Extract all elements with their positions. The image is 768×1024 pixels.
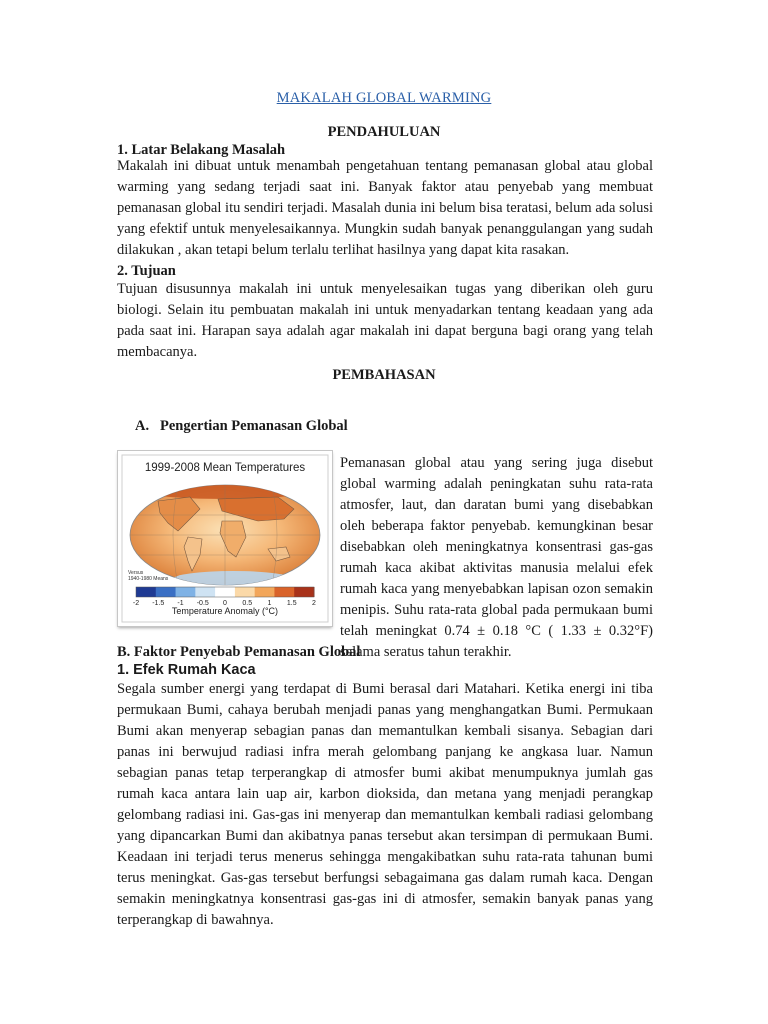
colorbar-segment: [294, 587, 314, 597]
colorbar-segment: [136, 587, 156, 597]
colorbar-tick-label: -0.5: [196, 600, 209, 607]
colorbar-segment: [255, 587, 275, 597]
colorbar-segment: [156, 587, 176, 597]
temperature-map-svg: [118, 451, 332, 626]
tujuan-heading: 2. Tujuan: [117, 263, 176, 279]
colorbar-tick-label: 1.5: [286, 600, 297, 607]
temperature-colorbar: [136, 587, 315, 597]
colorbar-axis-label: Temperature Anomaly (°C): [171, 606, 279, 616]
colorbar-tick-label: 1: [267, 600, 272, 607]
colorbar-tick-label: -1.5: [152, 600, 165, 607]
latar-belakang-paragraph: Makalah ini dibuat untuk menambah pengetahuan tentang pemanasan global atau global warming yang sedang terjadi saat ini. Banyak faktor atau penyebab yang membuat pemanasan global itu sendiri terjadi. Masalah dunia ini belum bisa teratasi, belum ada solusi yang efektif untuk menyelesaikannya. Mungkin sudah banyak penanggulangan yang sudah dilakukan , akan tetapi belum terlalu terlihat hasilnya yang dapat kita rasakan.: [117, 158, 653, 258]
section-a-heading: [135, 418, 348, 435]
efek-rumah-kaca-heading: 1. Efek Rumah Kaca: [117, 662, 256, 678]
colorbar-segment: [176, 587, 196, 597]
pembahasan-heading: PEMBAHASAN: [332, 367, 436, 383]
pendahuluan-heading: PENDAHULUAN: [327, 124, 441, 140]
section-a-letter: A.: [135, 418, 150, 434]
versus-label: Versus: [128, 570, 144, 576]
section-a-paragraph: Pemanasan global atau yang sering juga disebut global warming adalah peningkatan suhu rata-rata atmosfer, laut, dan daratan bumi yang disebabkan oleh beberapa faktor penyebab. kemungkinan besar disebabkan oleh meningkatnya konsentrasi gas-gas rumah kaca akibat aktivitas manusia melalui efek rumah kaca yang menyebabkan lapisan ozon semakin menipis. Suhu rata-rata global pada permukaan bumi telah meningkat 0.74 ± 0.18 °C ( 1.33 ± 0.32°F) selama seratus tahun terakhir.: [340, 455, 653, 660]
latar-belakang-heading: 1. Latar Belakang Masalah: [117, 142, 286, 158]
colorbar-segment: [195, 587, 215, 597]
figure-title: 1999-2008 Mean Temperatures: [144, 462, 306, 474]
colorbar-tick-label: -1: [177, 600, 184, 607]
colorbar-segment: [235, 587, 255, 597]
colorbar-tick-label: 0.5: [242, 600, 253, 607]
colorbar-tick-label: 2: [312, 600, 316, 607]
colorbar-tick-label: -2: [132, 600, 140, 607]
colorbar-tick-label: 0: [223, 600, 227, 607]
colorbar-segment: [274, 587, 294, 597]
temperature-map-figure: [118, 451, 332, 626]
tujuan-paragraph: Tujuan disusunnya makalah ini untuk menyelesaikan tugas yang diberikan oleh guru biologi. Selain itu pembuatan makalah ini untuk menyadarkan tentang keadaan yang ada pada saat ini. Harapan saya adalah agar makalah ini dapat berguna bagi orang yang telah membacanya.: [117, 281, 653, 360]
baseline-label: 1940-1980 Means: [128, 576, 169, 582]
section-b-heading: B. Faktor Penyebab Pemanasan Global: [117, 644, 361, 660]
section-a-title: Pengertian Pemanasan Global: [160, 418, 348, 434]
efek-rumah-kaca-paragraph: Segala sumber energi yang terdapat di Bumi berasal dari Matahari. Ketika energi ini tiba permukaan Bumi, cahaya berubah menjadi panas yang menghangatkan Bumi. Permukaan Bumi akan menyerap sebagian panas dan memantulkan kembali sisanya. Sebagian dari panas ini berwujud radiasi infra merah gelombang panjang ke angkasa luar. Namun sebagian panas tetap terperangkap di atmosfer bumi akibat menumpuknya jumlah gas rumah kaca antara lain uap air, karbon dioksida, dan metana yang menjadi perangkap gelombang radiasi ini. Gas-gas ini menyerap dan memantulkan kembali radiasi gelombang yang dipancarkan Bumi dan akibatnya panas tersebut akan tersimpan di permukaan Bumi. Keadaan ini terjadi terus menerus sehingga mengakibatkan suhu rata-rata tahunan bumi terus meningkat. Gas-gas tersebut berfungsi sebagaimana gas dalam rumah kaca. Dengan semakin meningkatnya konsentrasi gas-gas ini di atmosfer, semakin banyak panas yang terperangkap di bawahnya.: [117, 681, 653, 928]
colorbar-segment: [215, 587, 235, 597]
document-title: MAKALAH GLOBAL WARMING: [276, 90, 492, 106]
